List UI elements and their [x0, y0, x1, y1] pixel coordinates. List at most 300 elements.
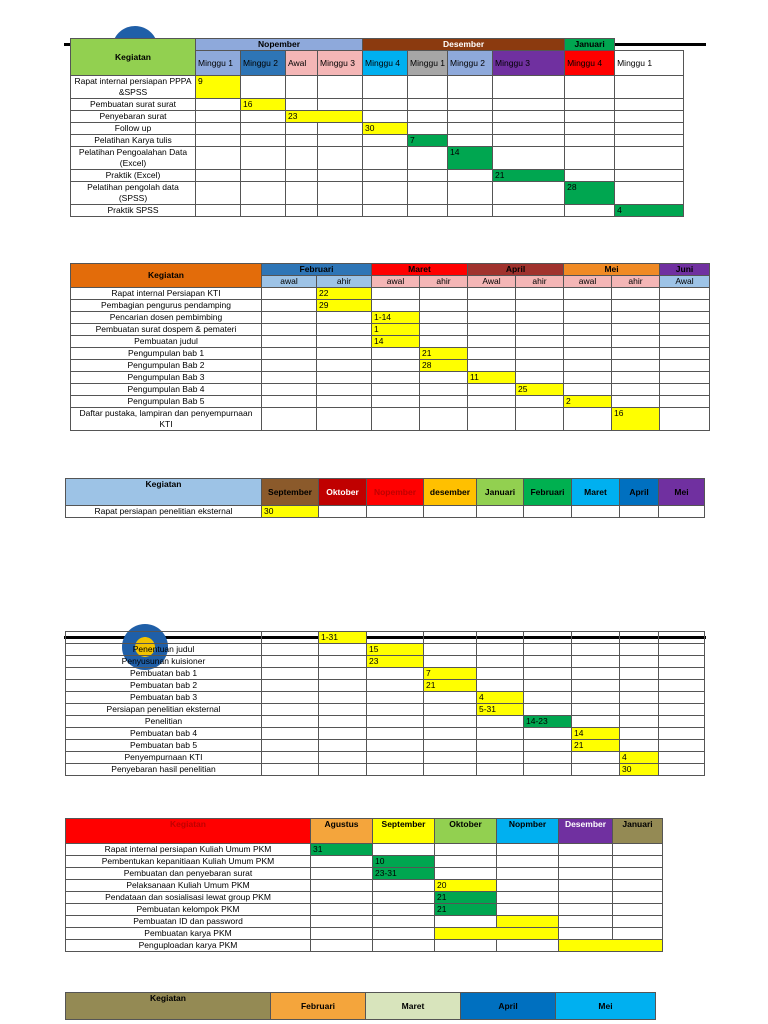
- schedule-cell: 30: [363, 123, 408, 135]
- empty-cell: [262, 716, 319, 728]
- empty-cell: [477, 632, 524, 644]
- empty-cell: [317, 408, 372, 431]
- empty-cell: [424, 740, 477, 752]
- empty-cell: [565, 170, 615, 182]
- activity-label: Pembagian pengurus pendamping: [71, 300, 262, 312]
- empty-cell: [424, 764, 477, 776]
- schedule-cell: 16: [612, 408, 660, 431]
- schedule-cell: 1-31: [319, 632, 367, 644]
- activity-label: Rapat internal persiapan PPPA &SPSS: [71, 76, 196, 99]
- week-header: Awal: [286, 51, 318, 76]
- empty-cell: [524, 752, 572, 764]
- table-row: [71, 135, 684, 147]
- activity-label: Penentuan judul: [66, 644, 262, 656]
- empty-cell: [241, 147, 286, 170]
- empty-cell: [493, 205, 565, 217]
- empty-cell: [196, 135, 241, 147]
- empty-cell: [565, 123, 615, 135]
- empty-cell: [262, 360, 317, 372]
- empty-cell: [241, 76, 286, 99]
- activity-label: Pembuatan dan penyebaran surat: [66, 868, 311, 880]
- week-header: ahir: [317, 276, 372, 288]
- table-row: [66, 680, 705, 692]
- empty-cell: [477, 752, 524, 764]
- empty-cell: [367, 764, 424, 776]
- month-header: Februari: [524, 479, 572, 506]
- table-row: [66, 940, 663, 952]
- schedule-cell: 15: [367, 644, 424, 656]
- table-row: [66, 656, 705, 668]
- table-row: [71, 123, 684, 135]
- schedule-cell: 21: [435, 904, 497, 916]
- empty-cell: [435, 868, 497, 880]
- empty-cell: [367, 716, 424, 728]
- activity-header: Kegiatan: [66, 993, 271, 1020]
- activity-label: Penyebaran surat: [71, 111, 196, 123]
- empty-cell: [572, 668, 620, 680]
- empty-cell: [612, 324, 660, 336]
- empty-cell: [319, 728, 367, 740]
- empty-cell: [524, 740, 572, 752]
- empty-cell: [196, 123, 241, 135]
- activity-label: Pembuatan kelompok PKM: [66, 904, 311, 916]
- empty-cell: [408, 111, 448, 123]
- schedule-cell: 30: [262, 506, 319, 518]
- empty-cell: [262, 408, 317, 431]
- table-row: [66, 506, 705, 518]
- empty-cell: [516, 360, 564, 372]
- month-header: Februari: [271, 993, 366, 1020]
- empty-cell: [373, 892, 435, 904]
- empty-cell: [516, 324, 564, 336]
- empty-cell: [262, 692, 319, 704]
- empty-cell: [408, 205, 448, 217]
- empty-cell: [613, 928, 663, 940]
- empty-cell: [448, 135, 493, 147]
- empty-cell: [564, 336, 612, 348]
- empty-cell: [286, 147, 318, 170]
- empty-cell: [435, 940, 497, 952]
- empty-cell: [363, 182, 408, 205]
- empty-cell: [286, 170, 318, 182]
- empty-cell: [262, 656, 319, 668]
- empty-cell: [420, 300, 468, 312]
- empty-cell: [319, 716, 367, 728]
- empty-cell: [367, 668, 424, 680]
- activity-label: Pengumpulan Bab 4: [71, 384, 262, 396]
- activity-label: Persiapan penelitian eksternal: [66, 704, 262, 716]
- empty-cell: [424, 716, 477, 728]
- empty-cell: [477, 656, 524, 668]
- empty-cell: [620, 716, 659, 728]
- empty-cell: [564, 348, 612, 360]
- activity-label: Daftar pustaka, lampiran dan penyempurnaan KTI: [71, 408, 262, 431]
- table-row: [71, 336, 710, 348]
- empty-cell: [196, 147, 241, 170]
- table-row: [71, 170, 684, 182]
- empty-cell: [363, 205, 408, 217]
- empty-cell: [660, 372, 710, 384]
- empty-cell: [319, 692, 367, 704]
- empty-cell: [620, 740, 659, 752]
- activity-label: Rapat internal persiapan Kuliah Umum PKM: [66, 844, 311, 856]
- empty-cell: [262, 312, 317, 324]
- schedule-cell: 30: [620, 764, 659, 776]
- empty-cell: [615, 147, 684, 170]
- activity-header: Kegiatan: [66, 819, 311, 844]
- week-header: Minggu 2: [448, 51, 493, 76]
- empty-cell: [317, 324, 372, 336]
- empty-cell: [319, 740, 367, 752]
- activity-label: Pengumpulan Bab 5: [71, 396, 262, 408]
- empty-cell: [559, 928, 613, 940]
- empty-cell: [613, 856, 663, 868]
- empty-cell: [612, 384, 660, 396]
- empty-cell: [319, 764, 367, 776]
- empty-cell: [564, 384, 612, 396]
- activity-label: Pembuatan karya PKM: [66, 928, 311, 940]
- week-header: Minggu 4: [363, 51, 408, 76]
- empty-cell: [477, 680, 524, 692]
- empty-cell: [524, 668, 572, 680]
- month-header: Nopmber: [497, 819, 559, 844]
- empty-cell: [660, 408, 710, 431]
- month-header: Maret: [372, 264, 468, 276]
- empty-cell: [448, 182, 493, 205]
- activity-label: Rapat persiapan penelitian eksternal: [66, 506, 262, 518]
- empty-cell: [318, 170, 363, 182]
- empty-cell: [367, 506, 424, 518]
- schedule-cell: 11: [468, 372, 516, 384]
- empty-cell: [613, 868, 663, 880]
- empty-cell: [311, 856, 373, 868]
- empty-cell: [363, 76, 408, 99]
- empty-cell: [286, 135, 318, 147]
- empty-cell: [559, 880, 613, 892]
- activity-label: Pembuatan ID dan password: [66, 916, 311, 928]
- month-header: Desember: [363, 39, 565, 51]
- table-row: [71, 147, 684, 170]
- empty-cell: [311, 868, 373, 880]
- month-header: Agustus: [311, 819, 373, 844]
- table-row: [66, 740, 705, 752]
- empty-cell: [565, 135, 615, 147]
- empty-cell: [262, 668, 319, 680]
- empty-cell: [408, 170, 448, 182]
- month-header: Oktober: [435, 819, 497, 844]
- table-row: [71, 205, 684, 217]
- empty-cell: [262, 680, 319, 692]
- empty-cell: [572, 506, 620, 518]
- week-header: Minggu 3: [318, 51, 363, 76]
- empty-cell: [559, 892, 613, 904]
- empty-cell: [516, 300, 564, 312]
- table-row: [71, 372, 710, 384]
- week-header: Minggu 4: [565, 51, 615, 76]
- empty-cell: [286, 123, 318, 135]
- activity-label: Pembuatan bab 3: [66, 692, 262, 704]
- empty-cell: [660, 312, 710, 324]
- empty-cell: [318, 147, 363, 170]
- empty-cell: [659, 680, 705, 692]
- schedule-cell: 28: [420, 360, 468, 372]
- empty-cell: [262, 324, 317, 336]
- activity-label: Praktik (Excel): [71, 170, 196, 182]
- empty-cell: [477, 740, 524, 752]
- empty-cell: [572, 716, 620, 728]
- table-row: [66, 904, 663, 916]
- schedule-cell: 4: [477, 692, 524, 704]
- empty-cell: [196, 170, 241, 182]
- table-row: [66, 704, 705, 716]
- activity-label: Pembuatan bab 1: [66, 668, 262, 680]
- empty-cell: [524, 632, 572, 644]
- schedule-cell: 16: [241, 99, 286, 111]
- empty-cell: [612, 348, 660, 360]
- empty-cell: [448, 99, 493, 111]
- empty-cell: [435, 856, 497, 868]
- empty-cell: [367, 632, 424, 644]
- empty-cell: [493, 135, 565, 147]
- empty-cell: [286, 205, 318, 217]
- empty-cell: [572, 764, 620, 776]
- table-row: [71, 99, 684, 111]
- activity-header: Kegiatan: [71, 39, 196, 76]
- table-row: [66, 644, 705, 656]
- schedule-cell: 29: [317, 300, 372, 312]
- schedule-cell: 31: [311, 844, 373, 856]
- empty-cell: [262, 728, 319, 740]
- empty-cell: [497, 892, 559, 904]
- empty-cell: [524, 506, 572, 518]
- month-header: Januari: [613, 819, 663, 844]
- empty-cell: [493, 182, 565, 205]
- empty-cell: [367, 692, 424, 704]
- table-row: [66, 728, 705, 740]
- schedule-cell: 23: [286, 111, 363, 123]
- schedule-cell: 7: [424, 668, 477, 680]
- empty-cell: [317, 312, 372, 324]
- empty-cell: [311, 928, 373, 940]
- schedule-cell: 7: [408, 135, 448, 147]
- activity-label: Pencarian dosen pembimbing: [71, 312, 262, 324]
- empty-cell: [493, 76, 565, 99]
- empty-cell: [493, 111, 565, 123]
- empty-cell: [424, 752, 477, 764]
- empty-cell: [477, 644, 524, 656]
- empty-cell: [196, 182, 241, 205]
- empty-cell: [367, 704, 424, 716]
- empty-cell: [564, 288, 612, 300]
- schedule-cell: 25: [516, 384, 564, 396]
- empty-cell: [659, 632, 705, 644]
- schedule-cell: 14-23: [524, 716, 572, 728]
- schedule-cell: 4: [615, 205, 684, 217]
- week-header: ahir: [420, 276, 468, 288]
- empty-cell: [408, 123, 448, 135]
- table-row: [71, 348, 710, 360]
- empty-cell: [620, 644, 659, 656]
- week-header: Awal: [660, 276, 710, 288]
- empty-cell: [613, 880, 663, 892]
- table-row: [66, 692, 705, 704]
- table-row: [66, 764, 705, 776]
- empty-cell: [572, 632, 620, 644]
- empty-cell: [196, 205, 241, 217]
- activity-header: Kegiatan: [71, 264, 262, 288]
- month-header: September: [262, 479, 319, 506]
- empty-cell: [317, 360, 372, 372]
- month-header: Januari: [477, 479, 524, 506]
- empty-cell: [372, 360, 420, 372]
- schedule-table-2: [70, 263, 710, 431]
- empty-cell: [317, 336, 372, 348]
- empty-cell: [615, 99, 684, 111]
- week-header: awal: [372, 276, 420, 288]
- empty-cell: [468, 360, 516, 372]
- activity-label: Rapat internal Persiapan KTI: [71, 288, 262, 300]
- empty-cell: [620, 680, 659, 692]
- empty-cell: [367, 680, 424, 692]
- empty-cell: [241, 170, 286, 182]
- empty-cell: [659, 692, 705, 704]
- empty-cell: [615, 111, 684, 123]
- empty-cell: [241, 135, 286, 147]
- empty-cell: [572, 692, 620, 704]
- empty-cell: [311, 892, 373, 904]
- empty-cell: [572, 680, 620, 692]
- empty-cell: [564, 360, 612, 372]
- empty-cell: [497, 940, 559, 952]
- empty-cell: [613, 892, 663, 904]
- schedule-table-1: [70, 38, 684, 217]
- empty-cell: [620, 728, 659, 740]
- empty-cell: [286, 76, 318, 99]
- table-row: [71, 384, 710, 396]
- month-header: September: [373, 819, 435, 844]
- empty-cell: [241, 205, 286, 217]
- empty-cell: [311, 916, 373, 928]
- empty-cell: [468, 348, 516, 360]
- schedule-cell: 14: [572, 728, 620, 740]
- empty-cell: [620, 692, 659, 704]
- empty-cell: [564, 324, 612, 336]
- activity-header: Kegiatan: [66, 479, 262, 506]
- month-header: Nopember: [367, 479, 424, 506]
- activity-label: Pelatihan Karya tulis: [71, 135, 196, 147]
- empty-cell: [420, 324, 468, 336]
- activity-label: Penyempurnaan KTI: [66, 752, 262, 764]
- activity-label: Pembuatan surat surat: [71, 99, 196, 111]
- empty-cell: [319, 704, 367, 716]
- table-row: [66, 632, 705, 644]
- empty-cell: [319, 506, 367, 518]
- activity-label: Follow up: [71, 123, 196, 135]
- activity-label: Pengumpulan Bab 3: [71, 372, 262, 384]
- empty-cell: [318, 76, 363, 99]
- month-header: desember: [424, 479, 477, 506]
- empty-cell: [660, 336, 710, 348]
- empty-cell: [317, 384, 372, 396]
- empty-cell: [363, 170, 408, 182]
- empty-cell: [262, 740, 319, 752]
- empty-cell: [612, 312, 660, 324]
- empty-cell: [477, 506, 524, 518]
- empty-cell: [659, 764, 705, 776]
- empty-cell: [572, 656, 620, 668]
- empty-cell: [241, 111, 286, 123]
- empty-cell: [196, 99, 241, 111]
- schedule-cell: 2: [564, 396, 612, 408]
- empty-cell: [241, 123, 286, 135]
- empty-cell: [286, 99, 318, 111]
- empty-cell: [559, 856, 613, 868]
- month-header: Maret: [366, 993, 461, 1020]
- month-header: Oktober: [319, 479, 367, 506]
- empty-cell: [363, 135, 408, 147]
- empty-cell: [659, 728, 705, 740]
- empty-cell: [468, 300, 516, 312]
- empty-cell: [468, 384, 516, 396]
- empty-cell: [660, 384, 710, 396]
- empty-cell: [565, 147, 615, 170]
- empty-cell: [559, 916, 613, 928]
- activity-label: Pendataan dan sosialisasi lewat group PKM: [66, 892, 311, 904]
- empty-cell: [317, 348, 372, 360]
- empty-cell: [262, 288, 317, 300]
- empty-cell: [613, 904, 663, 916]
- empty-cell: [373, 928, 435, 940]
- empty-cell: [373, 940, 435, 952]
- schedule-cell: 9: [196, 76, 241, 99]
- schedule-cell: 21: [420, 348, 468, 360]
- empty-cell: [620, 704, 659, 716]
- empty-cell: [659, 506, 705, 518]
- empty-cell: [564, 372, 612, 384]
- schedule-cell: 10: [373, 856, 435, 868]
- empty-cell: [559, 844, 613, 856]
- empty-cell: [319, 656, 367, 668]
- empty-cell: [435, 916, 497, 928]
- empty-cell: [559, 868, 613, 880]
- empty-cell: [612, 300, 660, 312]
- empty-cell: [424, 728, 477, 740]
- empty-cell: [659, 704, 705, 716]
- empty-cell: [615, 76, 684, 99]
- empty-cell: [615, 182, 684, 205]
- table-row: [71, 111, 684, 123]
- week-header: awal: [262, 276, 317, 288]
- empty-cell: [311, 880, 373, 892]
- activity-label: Pelatihan Pengoalahan Data (Excel): [71, 147, 196, 170]
- empty-cell: [262, 384, 317, 396]
- empty-cell: [524, 644, 572, 656]
- table-row: [71, 300, 710, 312]
- empty-cell: [572, 644, 620, 656]
- schedule-cell: 23: [367, 656, 424, 668]
- table-row: [66, 752, 705, 764]
- empty-cell: [659, 752, 705, 764]
- month-header: April: [461, 993, 556, 1020]
- empty-cell: [367, 728, 424, 740]
- activity-label: Pelaksanaan Kuliah Umum PKM: [66, 880, 311, 892]
- empty-cell: [373, 844, 435, 856]
- empty-cell: [613, 844, 663, 856]
- month-header: Februari: [262, 264, 372, 276]
- activity-label: Pembuatan judul: [71, 336, 262, 348]
- empty-cell: [363, 99, 408, 111]
- empty-cell: [477, 764, 524, 776]
